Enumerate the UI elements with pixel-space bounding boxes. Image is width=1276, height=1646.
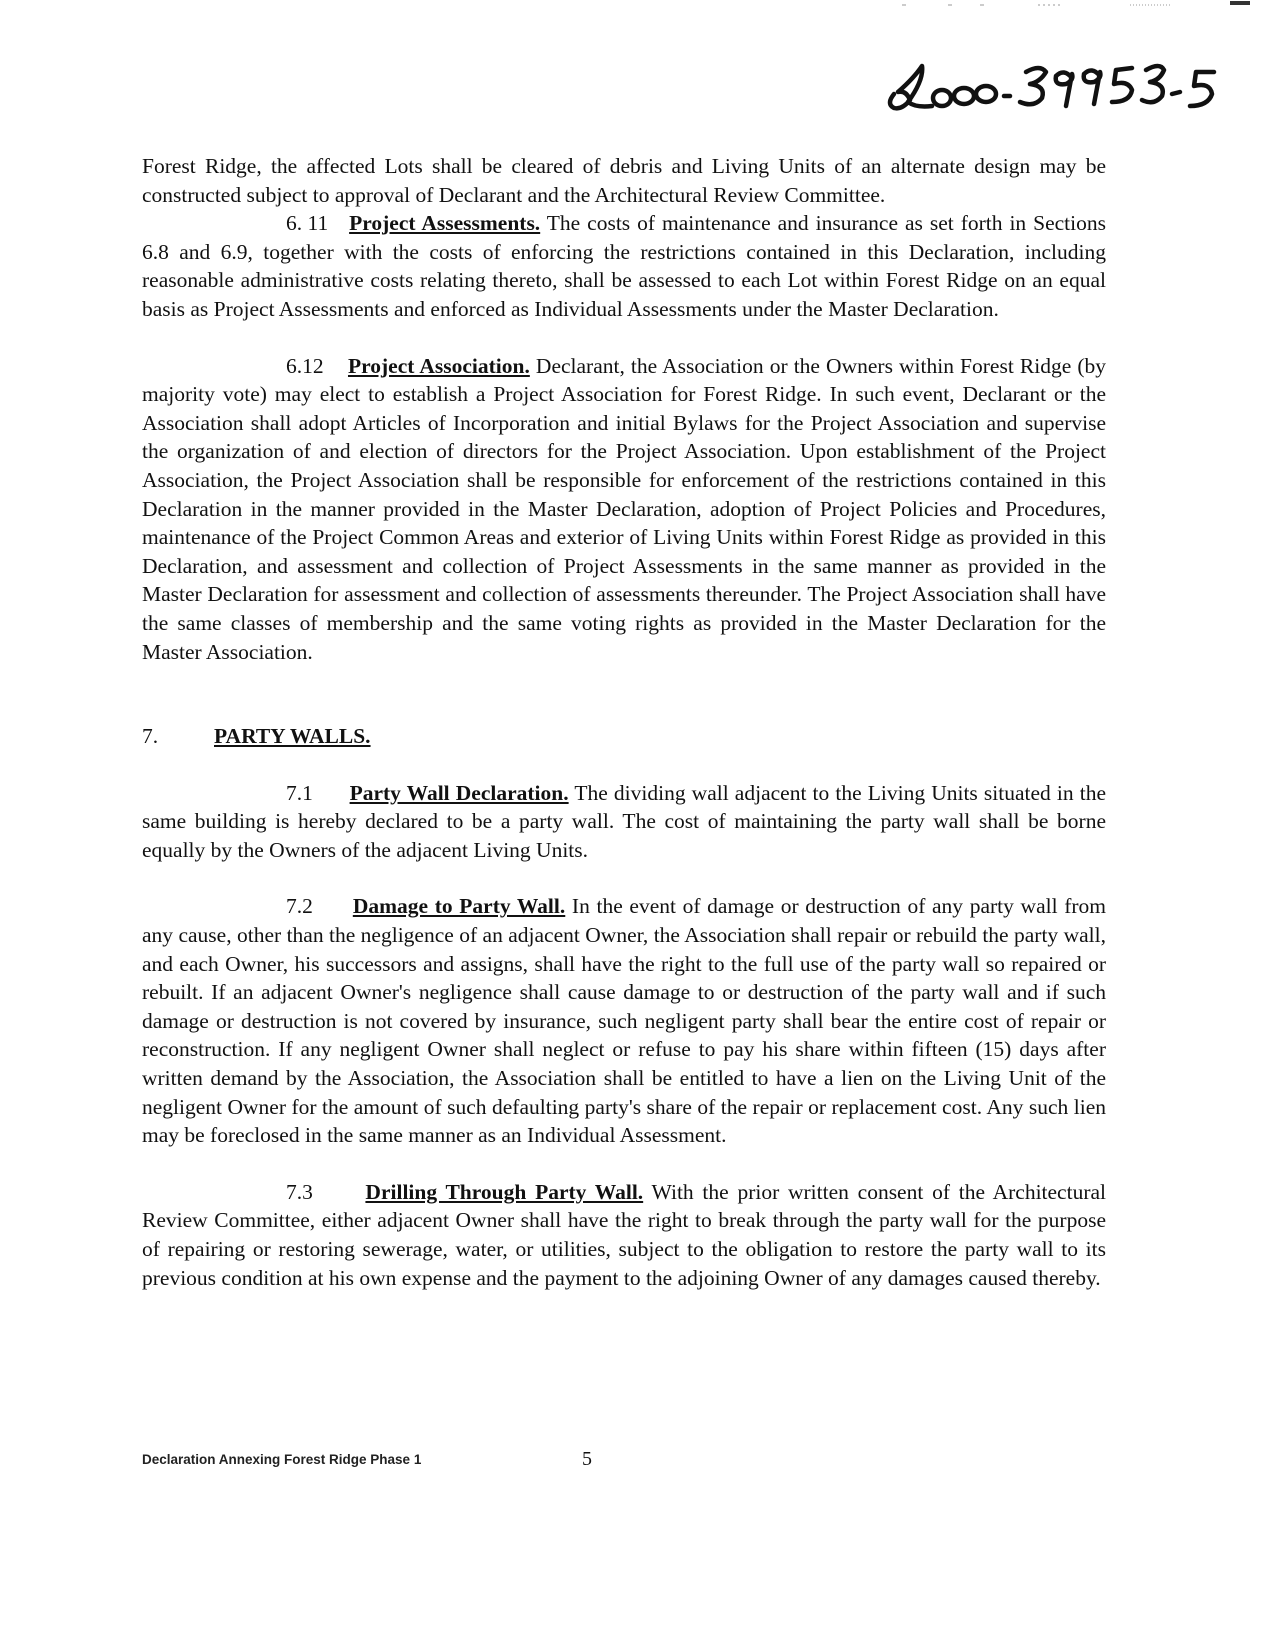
section-7-3 <box>142 1178 1106 1292</box>
handwritten-recording-number <box>880 52 1220 132</box>
section-title: Project Assessments. <box>349 211 541 236</box>
section-7-1 <box>142 779 1106 865</box>
section-6-12 <box>142 352 1106 667</box>
section-number: 7. <box>142 724 159 749</box>
spacer <box>142 666 1106 722</box>
section-number: 6.12 <box>286 353 324 378</box>
section-number: 7.1 <box>286 780 313 805</box>
section-text: Declarant, the Association or the Owners within Forest Ridge (by majority vote) may elect to establish a Project Association for Forest Ridge. In such event, Declarant or the Association shall adopt Articles of Incorporation and initial Bylaws for the Project Association and supervise the organization of and election of directors for the Project Association. Upon establishment of the Project Association, the Project Association shall be responsible for enforcement of the restrictions contained in this Declaration in the manner provided in the Master Declaration, adoption of Project Policies and Procedures, maintenance of the Project Common Areas and exterior of Living Units within Forest Ridge as provided in this Declaration, and assessment and collection of Project Assessments in the same manner as provided in the Master Declaration for assessment and collection of assessments thereunder. The Project Association shall have the same classes of membership and the same voting rights as provided in the Master Declaration for the Master Association. <box>142 353 1106 664</box>
section-6-11 <box>142 209 1106 323</box>
scan-edge-marks <box>900 0 1270 12</box>
section-text: With the prior written consent of the Architectural Review Committee, either adjacent Owner shall have the right to break through the party wall for the purpose of repairing or restoring sewerage, water, or utilities, subject to the obligation to restore the party wall to its previous condition at his own expense and the payment to the adjoining Owner of any damages caused thereby. <box>142 1179 1106 1290</box>
section-title: Damage to Party Wall. <box>352 894 566 919</box>
spacer <box>142 1150 1106 1178</box>
section-text: In the event of damage or destruction of any party wall from any cause, other than the negligence of an adjacent Owner, the Association shall repair or rebuild the party wall, and each Owner, his successors and assigns, shall have the right to the full use of the party wall so repaired or rebuilt. If an adjacent Owner's negligence shall cause damage to or destruction of the party wall and if such damage or destruction is not covered by insurance, such negligent party shall bear the entire cost of repair or reconstruction. If any negligent Owner shall neglect or refuse to pay his share within fifteen (15) days after written demand by the Association, the Association shall be entitled to have a lien on the Living Unit of the negligent Owner for the amount of such defaulting party's share of the repair or replacement cost. Any such lien may be foreclosed in the same manner as an Individual Assessment. <box>142 894 1107 1148</box>
section-number: 6. 11 <box>286 211 329 236</box>
section-text: The costs of maintenance and insurance as set forth in Sections 6.8 and 6.9, together with the costs of enforcing the restrictions contained in this Declaration, including reasonable administrative costs relating thereto, shall be assessed to each Lot within Forest Ridge on an equal basis as Project Assessments and enforced as Individual Assessments under the Master Declaration. <box>142 211 1106 321</box>
page-footer <box>142 1448 842 1470</box>
section-title: PARTY WALLS. <box>214 724 371 749</box>
section-title: Drilling Through Party Wall. <box>365 1179 644 1204</box>
section-7-2 <box>142 892 1106 1149</box>
page-number: 5 <box>582 1448 592 1470</box>
section-text: The dividing wall adjacent to the Living Units situated in the same building is hereby declared to be a party wall. The cost of maintaining the party wall shall be borne equally by the Owners of the adjacent Living Units. <box>142 780 1107 862</box>
section-title: Project Association. <box>347 353 530 378</box>
footer-document-title: Declaration Annexing Forest Ridge Phase 1 <box>142 1452 422 1467</box>
document-body <box>142 152 1106 1292</box>
spacer <box>142 324 1106 352</box>
section-number: 7.3 <box>286 1179 313 1204</box>
spacer <box>142 864 1106 892</box>
section-title: Party Wall Declaration. <box>349 780 569 805</box>
handwritten-number-graphic <box>880 52 1220 132</box>
spacer <box>142 751 1106 779</box>
section-7-heading <box>142 722 1106 751</box>
section-number: 7.2 <box>286 894 313 919</box>
paragraph-continuation: Forest Ridge, the affected Lots shall be cleared of debris and Living Units of an alternate design may be constructed subject to approval of Declarant and the Architectural Review Committee. <box>142 154 1106 207</box>
